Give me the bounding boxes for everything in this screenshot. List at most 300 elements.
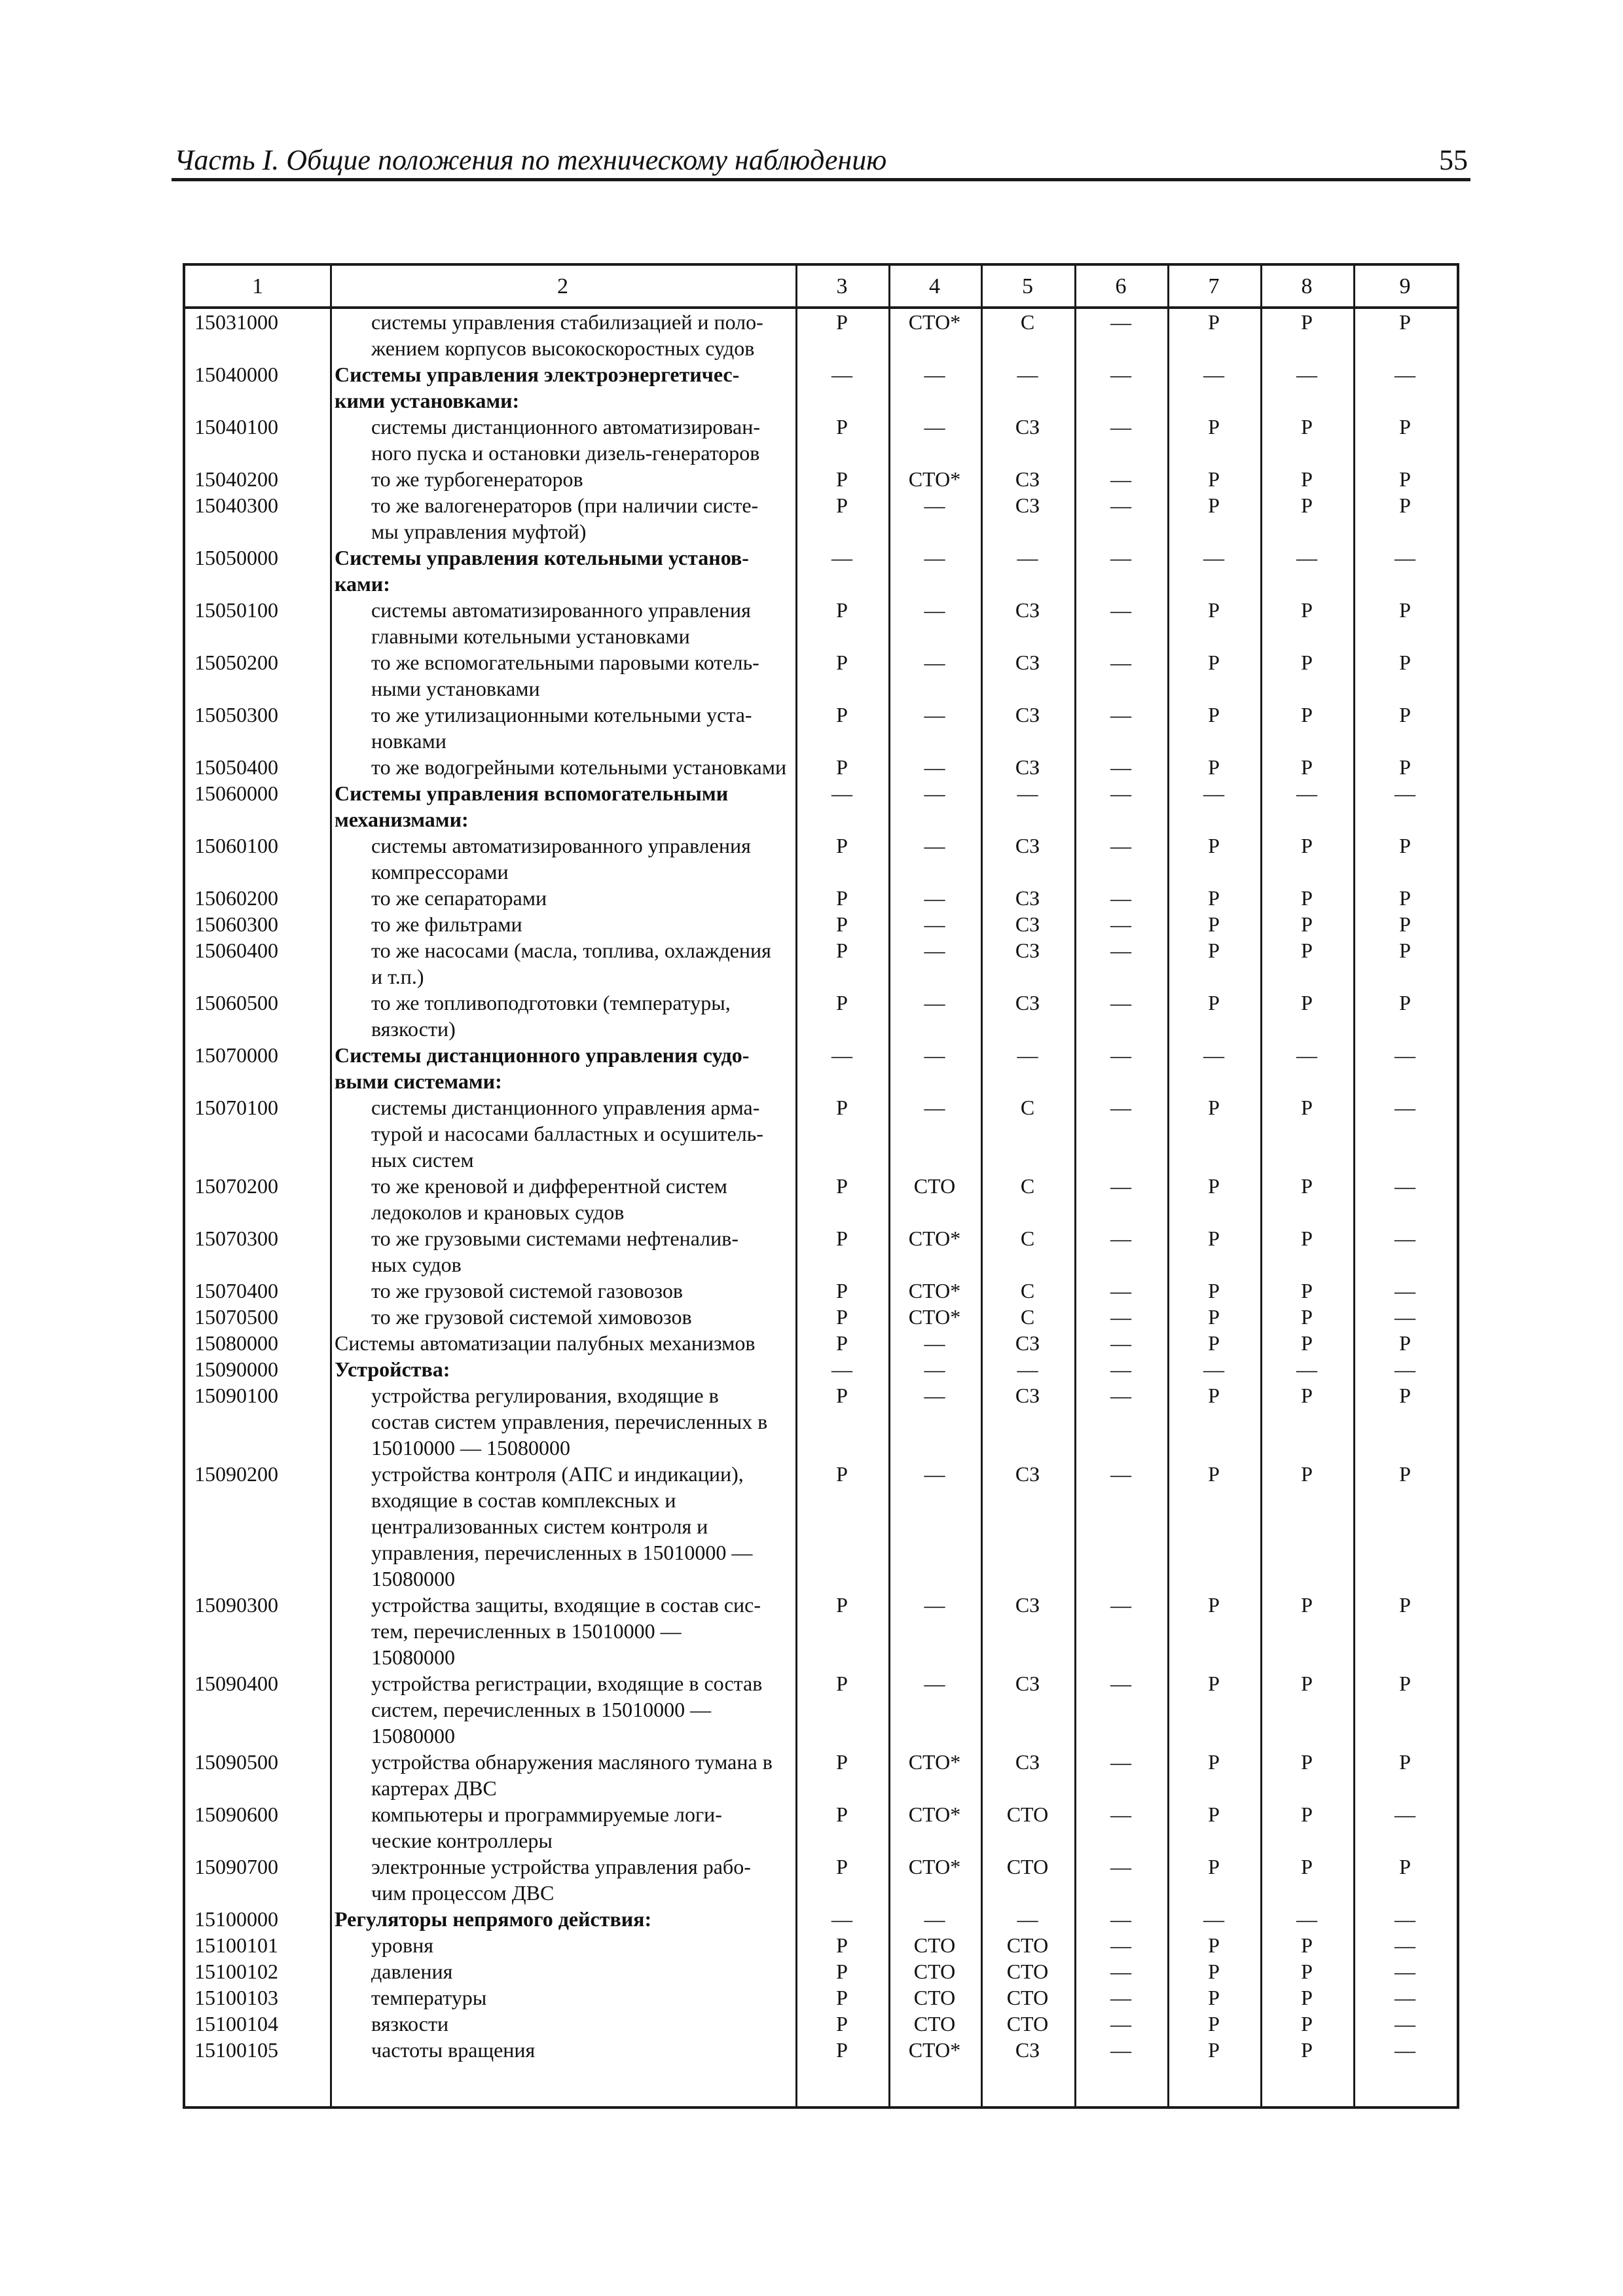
value-cell: — [1296,1907,1317,1931]
value-cell: Р [1301,310,1313,334]
description-line: мы управления муфтой) [371,520,587,543]
value-cell: Р [1301,991,1313,1014]
value-cell: Р [836,1960,848,1983]
value-cell: Р [1301,1462,1313,1486]
table-row [185,649,1457,702]
description-line: 15080000 [371,1724,455,1748]
value-cell: Р [836,415,848,439]
table-row [185,1958,1457,1984]
table-row [185,937,1457,990]
value-cell: С [1020,1279,1035,1302]
value-cell: Р [836,651,848,674]
table-row [185,1984,1457,2011]
value-cell: — [1110,1593,1131,1617]
row-description [335,1225,790,1278]
row-code: 15031000 [194,310,278,334]
value-cell: Р [1208,912,1220,936]
value-cell: СТО [1006,1855,1049,1878]
value-cell: СЗ [1015,467,1040,491]
value-cell: — [831,546,852,569]
value-cell: Р [836,1986,848,2009]
row-code: 15060400 [194,939,278,962]
row-code: 15090200 [194,1462,278,1486]
value-cell: Р [1208,2038,1220,2062]
value-cell: Р [836,1331,848,1355]
value-cell: СЗ [1015,415,1040,439]
value-cell: — [1110,1384,1131,1407]
value-cell: Р [1399,755,1411,779]
column-header: 7 [1208,274,1220,298]
description-line: компьютеры и программируемые логи- [371,1803,722,1826]
value-cell: СТО [913,1933,956,1957]
row-code: 15070300 [194,1227,278,1250]
row-code: 15090400 [194,1672,278,1695]
value-cell: — [1110,1174,1131,1198]
value-cell: СТО [1006,1933,1049,1957]
value-cell: Р [1301,1672,1313,1695]
value-cell: — [1110,493,1131,517]
value-cell: — [1110,1986,1131,2009]
value-cell: Р [836,703,848,726]
value-cell: — [831,781,852,805]
value-cell: СТО* [908,1279,961,1302]
description-line: Устройства: [335,1357,450,1381]
value-cell: СТО* [908,467,961,491]
value-cell: — [1110,1305,1131,1329]
description-line: вязкости) [371,1017,456,1041]
value-cell: Р [1208,1174,1220,1198]
table-row [185,885,1457,911]
value-cell: Р [1301,651,1313,674]
value-cell: — [1395,1933,1415,1957]
value-cell: — [1110,2038,1131,2062]
value-cell: СЗ [1015,912,1040,936]
value-cell: — [1110,1960,1131,1983]
value-cell: — [1110,1750,1131,1774]
value-cell: — [1110,886,1131,910]
column-divider [888,266,890,2106]
value-cell: — [1110,1462,1131,1486]
value-cell: С [1020,310,1035,334]
row-description [335,1749,790,1801]
row-code: 15040100 [194,415,278,439]
table-row [185,492,1457,545]
description-line: то же насосами (масла, топлива, охлаждения [371,939,771,962]
value-cell: Р [1399,598,1411,622]
description-line: частоты вращения [371,2038,536,2062]
row-description [335,990,790,1042]
row-code: 15050000 [194,546,278,569]
value-cell: Р [836,310,848,334]
value-cell: — [831,1357,852,1381]
value-cell: Р [836,991,848,1014]
column-header: 4 [929,274,940,298]
value-cell: Р [1301,467,1313,491]
value-cell: Р [836,1803,848,1826]
value-cell: Р [1208,939,1220,962]
value-cell: Р [1399,493,1411,517]
description-line: Системы дистанционного управления судо- [335,1043,750,1067]
value-cell: — [1395,1907,1415,1931]
value-cell: — [831,1043,852,1067]
value-cell: Р [1301,1593,1313,1617]
description-line: чим процессом ДВС [371,1881,555,1905]
value-cell: — [924,1096,945,1119]
value-cell: СЗ [1015,886,1040,910]
value-cell: Р [1208,1279,1220,1302]
value-cell: Р [1208,1305,1220,1329]
value-cell: Р [1399,939,1411,962]
column-divider [1353,266,1355,2106]
row-description [335,1382,790,1461]
value-cell: — [1203,1357,1224,1381]
value-cell: Р [1208,886,1220,910]
value-cell: — [1203,546,1224,569]
value-cell: — [1110,546,1131,569]
value-cell: Р [1301,2012,1313,2036]
row-code: 15090500 [194,1750,278,1774]
table-row [185,545,1457,597]
value-cell: Р [1301,1331,1313,1355]
value-cell: — [924,1357,945,1381]
value-cell: — [1203,1907,1224,1931]
description-line: то же утилизационными котельными уста- [371,703,752,726]
value-cell: СТО [1006,1960,1049,1983]
row-code: 15100102 [194,1960,278,1983]
value-cell: — [1110,467,1131,491]
value-cell: Р [1208,1960,1220,1983]
description-line: то же грузовыми системами нефтеналив- [371,1227,739,1250]
description-line: систем, перечисленных в 15010000 — [371,1698,712,1721]
value-cell: — [924,834,945,857]
value-cell: — [1110,1672,1131,1695]
value-cell: СТО [913,1174,956,1198]
table-row [185,833,1457,885]
table-row [185,1749,1457,1801]
description-line: то же грузовой системой химовозов [371,1305,692,1329]
value-cell: СТО* [908,1750,961,1774]
page-header-title: Часть I. Общие положения по техническому наблюдению [174,144,887,176]
row-code: 15100101 [194,1933,278,1957]
row-code: 15050100 [194,598,278,622]
description-line: вязкости [371,2012,449,2036]
value-cell: — [1395,1803,1415,1826]
value-cell: Р [1399,1331,1411,1355]
value-cell: С [1020,1096,1035,1119]
value-cell: — [924,493,945,517]
value-cell: Р [836,2038,848,2062]
description-line: устройства регулирования, входящие в [371,1384,719,1407]
description-line: новками [371,729,447,753]
value-cell: Р [1301,2038,1313,2062]
row-description [335,649,790,702]
description-line: устройства обнаружения масляного тумана в [371,1750,773,1774]
value-cell: Р [1208,415,1220,439]
value-cell: Р [1301,939,1313,962]
value-cell: Р [1399,703,1411,726]
description-line: 15080000 [371,1567,455,1590]
description-line: температуры [371,1986,487,2009]
description-line: централизованных систем контроля и [371,1515,708,1538]
value-cell: — [1395,781,1415,805]
value-cell: С [1020,1174,1035,1198]
row-description [335,1304,790,1330]
table-row [185,990,1457,1042]
row-code: 15060100 [194,834,278,857]
value-cell: — [1110,1279,1131,1302]
value-cell: Р [1399,1462,1411,1486]
description-line: турой и насосами балластных и осушитель- [371,1122,763,1145]
value-cell: — [1395,1227,1415,1250]
column-divider [795,266,797,2106]
value-cell: СЗ [1015,1331,1040,1355]
value-cell: — [1110,755,1131,779]
value-cell: — [1110,1227,1131,1250]
value-cell: Р [1301,1227,1313,1250]
table-row [185,597,1457,649]
value-cell: — [924,755,945,779]
description-line: ных судов [371,1253,462,1276]
value-cell: — [1395,1279,1415,1302]
value-cell: — [924,939,945,962]
description-line: давления [371,1960,453,1983]
value-cell: Р [836,1593,848,1617]
value-cell: СТО* [908,1305,961,1329]
value-cell: — [1395,2038,1415,2062]
value-cell: Р [1208,1227,1220,1250]
value-cell: — [831,1907,852,1931]
value-cell: — [1395,1096,1415,1119]
table-row [185,1278,1457,1304]
description-line: системы автоматизированного управления [371,598,751,622]
value-cell: — [1395,1305,1415,1329]
row-description [335,1670,790,1749]
value-cell: Р [1208,1593,1220,1617]
value-cell: Р [1208,703,1220,726]
description-line: системы автоматизированного управления [371,834,751,857]
value-cell: СЗ [1015,755,1040,779]
value-cell: Р [1301,1174,1313,1198]
value-cell: — [1203,781,1224,805]
value-cell: — [1395,1960,1415,1983]
description-line: жением корпусов высокоскоростных судов [371,336,755,360]
value-cell: — [1110,363,1131,386]
table-row [185,780,1457,833]
value-cell: Р [1208,1986,1220,2009]
column-divider [1074,266,1076,2106]
value-cell: Р [836,834,848,857]
value-cell: — [924,1672,945,1695]
value-cell: — [1110,912,1131,936]
description-line: Системы автоматизации палубных механизмов [335,1331,756,1355]
value-cell: Р [1301,493,1313,517]
row-code: 15040200 [194,467,278,491]
value-cell: СТО [913,1986,956,2009]
value-cell: Р [1399,912,1411,936]
value-cell: — [924,363,945,386]
row-description [335,1042,790,1094]
description-line: устройства регистрации, входящие в состав [371,1672,763,1695]
value-cell: Р [1208,755,1220,779]
row-description [335,1173,790,1225]
row-description [335,1801,790,1854]
row-code: 15090600 [194,1803,278,1826]
description-line: главными котельными установками [371,624,690,648]
value-cell: — [1110,1357,1131,1381]
value-cell: СЗ [1015,651,1040,674]
value-cell: СТО [913,1960,956,1983]
description-line: системы управления стабилизацией и поло- [371,310,763,334]
description-line: выми системами: [335,1069,502,1093]
row-description [335,754,790,780]
value-cell: СЗ [1015,939,1040,962]
value-cell: Р [1208,1462,1220,1486]
value-cell: — [924,1593,945,1617]
value-cell: — [924,546,945,569]
description-line: 15010000 — 15080000 [371,1436,570,1460]
row-code: 15060500 [194,991,278,1014]
row-description [335,309,790,361]
column-divider [1260,266,1262,2106]
value-cell: Р [1399,651,1411,674]
description-line: устройства контроля (АПС и индикации), [371,1462,744,1486]
value-cell: — [1296,363,1317,386]
value-cell: СЗ [1015,2038,1040,2062]
value-cell: — [1110,1855,1131,1878]
table-row [185,466,1457,492]
value-cell: СЗ [1015,1593,1040,1617]
value-cell: СЗ [1015,493,1040,517]
value-cell: Р [1208,598,1220,622]
value-cell: Р [1399,1750,1411,1774]
running-header [172,141,1470,181]
table-row [185,1801,1457,1854]
description-line: устройства защиты, входящие в состав сис- [371,1593,761,1617]
row-description [335,911,790,937]
column-header: 6 [1115,274,1127,298]
value-cell: Р [1301,1803,1313,1826]
row-description [335,1958,790,1984]
row-code: 15070000 [194,1043,278,1067]
table-row [185,1670,1457,1749]
row-code: 15090000 [194,1357,278,1381]
value-cell: — [924,1462,945,1486]
table-row [185,1854,1457,1906]
value-cell: СТО* [908,1227,961,1250]
value-cell: Р [836,1672,848,1695]
row-description [335,414,790,466]
value-cell: СТО* [908,1855,961,1878]
table-row [185,1382,1457,1461]
description-line: то же креновой и дифферентной систем [371,1174,727,1198]
row-description [335,702,790,754]
value-cell: Р [836,1174,848,1198]
value-cell: Р [836,1933,848,1957]
row-description [335,1461,790,1592]
value-cell: СЗ [1015,834,1040,857]
value-cell: — [1017,781,1038,805]
value-cell: Р [836,755,848,779]
value-cell: Р [836,1855,848,1878]
description-line: состав систем управления, перечисленных в [371,1410,768,1433]
table-row [185,1461,1457,1592]
value-cell: — [1395,1174,1415,1198]
value-cell: Р [836,1279,848,1302]
table-row [185,414,1457,466]
value-cell: СТО* [908,1803,961,1826]
description-line: то же водогрейными котельными установками [371,755,787,779]
value-cell: СТО [1006,2012,1049,2036]
value-cell: — [1017,1357,1038,1381]
value-cell: — [924,651,945,674]
value-cell: СТО [1006,1986,1049,2009]
value-cell: — [1110,1933,1131,1957]
row-description [335,1906,790,1932]
value-cell: — [1110,1043,1131,1067]
value-cell: — [1296,1357,1317,1381]
description-line: то же грузовой системой газовозов [371,1279,683,1302]
description-line: механизмами: [335,808,469,831]
value-cell: — [1110,781,1131,805]
description-line: то же валогенераторов (при наличии систе- [371,493,759,517]
description-line: ных систем [371,1148,474,1172]
description-line: управления, перечисленных в 15010000 — [371,1541,753,1564]
row-description [335,780,790,833]
value-cell: — [1395,1986,1415,2009]
column-header: 5 [1022,274,1033,298]
value-cell: — [1110,703,1131,726]
value-cell: Р [1208,1384,1220,1407]
description-line: входящие в состав комплексных и [371,1488,676,1512]
value-cell: Р [836,1227,848,1250]
value-cell: СТО [1006,1803,1049,1826]
value-cell: Р [1399,886,1411,910]
value-cell: Р [1399,991,1411,1014]
value-cell: Р [1208,310,1220,334]
description-line: Регуляторы непрямого действия: [335,1907,652,1931]
table-row [185,1173,1457,1225]
description-line: системы дистанционного управления арма- [371,1096,760,1119]
description-line: то же топливоподготовки (температуры, [371,991,731,1014]
table-row [185,1356,1457,1382]
value-cell: Р [1399,1855,1411,1878]
value-cell: Р [1301,1279,1313,1302]
table-row [185,2037,1457,2063]
value-cell: — [1203,363,1224,386]
value-cell: С [1020,1305,1035,1329]
description-line: ледоколов и крановых судов [371,1200,625,1224]
value-cell: СТО [913,2012,956,2036]
row-description [335,1094,790,1173]
row-code: 15090300 [194,1593,278,1617]
row-code: 15060200 [194,886,278,910]
description-line: картерах ДВС [371,1776,497,1800]
table-row [185,754,1457,780]
value-cell: Р [1301,1933,1313,1957]
value-cell: — [1395,546,1415,569]
value-cell: Р [1208,1672,1220,1695]
table-row [185,2011,1457,2037]
value-cell: Р [1301,834,1313,857]
value-cell: Р [1208,467,1220,491]
row-description [335,2011,790,2037]
value-cell: Р [1301,703,1313,726]
value-cell: Р [1208,1855,1220,1878]
column-divider [330,266,332,2106]
value-cell: — [1017,363,1038,386]
row-code: 15040300 [194,493,278,517]
value-cell: СЗ [1015,703,1040,726]
